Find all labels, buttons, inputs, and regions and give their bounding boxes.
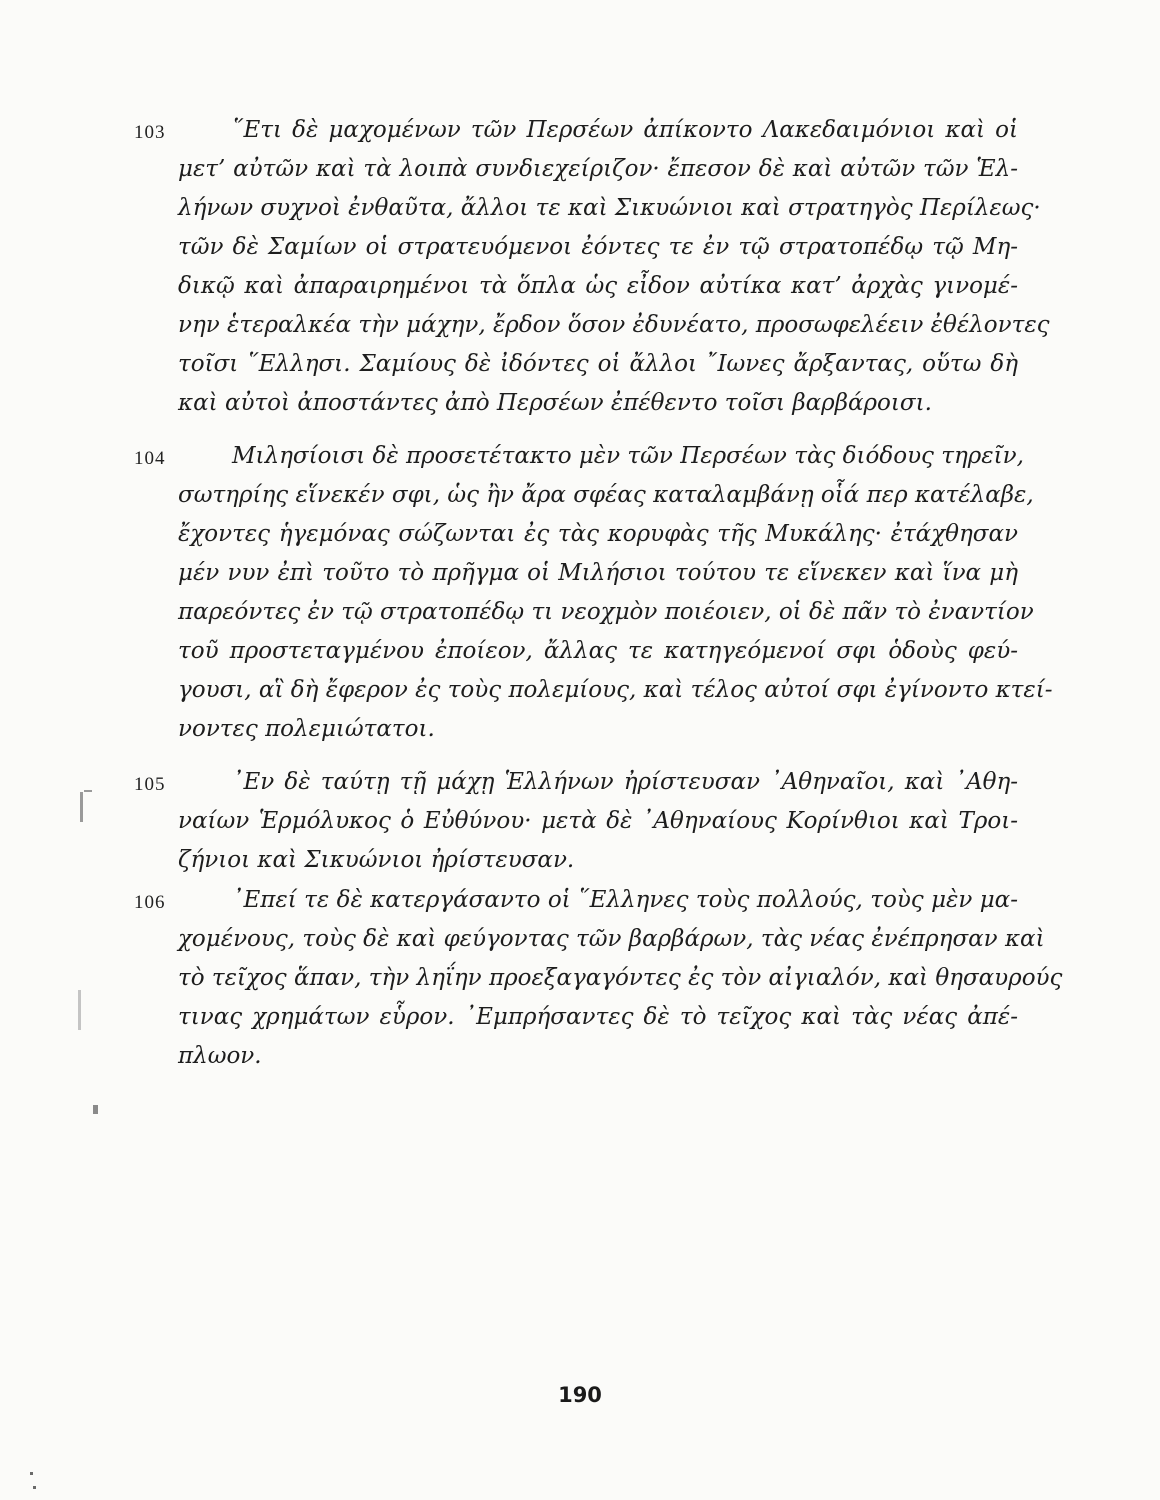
- scan-mark: [80, 792, 83, 822]
- text-line: τινας χρημάτων εὗρον. ᾿Εμπρήσαντες δὲ τὸ τεῖχος καὶ τὰς νέας ἀπέ-: [178, 1004, 1018, 1030]
- text-line: πλωον.: [178, 1043, 262, 1069]
- text-line: μετ’ αὐτῶν καὶ τὰ λοιπὰ συνδιεχείριζον· ἔπεσον δὲ καὶ αὐτῶν τῶν Ἑλ-: [178, 156, 1018, 182]
- section-number: 106: [134, 892, 166, 913]
- text-line: ᾿Επεί τε δὲ κατεργάσαντο οἱ ῞Ελληνες τοὺς πολλούς, τοὺς μὲν μα-: [232, 887, 1018, 913]
- scan-mark: [78, 990, 81, 1030]
- scan-mark: [84, 790, 92, 792]
- text-line: τῶν δὲ Σαμίων οἱ στρατευόμενοι ἐόντες τε ἐν τῷ στρατοπέδῳ τῷ Μη-: [178, 234, 1018, 260]
- page-number: 190: [558, 1383, 602, 1407]
- text-line: δικῷ καὶ ἀπαραιρημένοι τὰ ὅπλα ὡς εἶδον αὐτίκα κατ’ ἀρχὰς γινομέ-: [178, 273, 1018, 299]
- text-line: μέν νυν ἐπὶ τοῦτο τὸ πρῆγμα οἱ Μιλήσιοι τούτου τε εἵνεκεν καὶ ἵνα μὴ: [178, 560, 1018, 586]
- text-line: τοῦ προστεταγμένου ἐποίεον, ἄλλας τε κατηγεόμενοί σφι ὁδοὺς φεύ-: [178, 638, 1018, 664]
- text-line: λήνων συχνοὶ ἐνθαῦτα, ἄλλοι τε καὶ Σικυώνιοι καὶ στρατηγὸς Περίλεως·: [178, 195, 1041, 221]
- section-number: 103: [134, 122, 166, 143]
- text-line: σωτηρίης εἵνεκέν σφι, ὡς ἢν ἄρα σφέας καταλαμβάνῃ οἷά περ κατέλαβε,: [178, 482, 1034, 508]
- text-line: ζήνιοι καὶ Σικυώνιοι ἠρίστευσαν.: [178, 847, 575, 873]
- text-line: χομένους, τοὺς δὲ καὶ φεύγοντας τῶν βαρβάρων, τὰς νέας ἐνέπρησαν καὶ: [178, 926, 1045, 952]
- text-line: τοῖσι ῞Ελλησι. Σαμίους δὲ ἰδόντες οἱ ἄλλοι ῎Ιωνες ἄρξαντας, οὕτω δὴ: [178, 351, 1018, 377]
- scan-mark: [30, 1472, 33, 1475]
- text-line: ῞Ετι δὲ μαχομένων τῶν Περσέων ἀπίκοντο Λακεδαιμόνιοι καὶ οἱ: [232, 117, 1018, 143]
- text-line: ναίων Ἑρμόλυκος ὁ Εὐθύνου· μετὰ δὲ ᾿Αθηναίους Κορίνθιοι καὶ Τροι-: [178, 808, 1018, 834]
- section-number: 104: [134, 448, 166, 469]
- text-line: ᾿Εν δὲ ταύτῃ τῇ μάχῃ Ἑλλήνων ἠρίστευσαν ᾿Αθηναῖοι, καὶ ᾿Αθη-: [232, 769, 1018, 795]
- text-line: ἔχοντες ἡγεμόνας σώζωνται ἐς τὰς κορυφὰς τῆς Μυκάλης· ἐτάχθησαν: [178, 521, 1018, 547]
- text-line: νην ἑτεραλκέα τὴν μάχην, ἔρδον ὅσον ἐδυνέατο, προσωφελέειν ἐθέλοντες: [178, 312, 1050, 338]
- text-line: καὶ αὐτοὶ ἀποστάντες ἀπὸ Περσέων ἐπέθεντο τοῖσι βαρβάροισι.: [178, 390, 932, 416]
- scan-mark: [93, 1105, 98, 1114]
- text-line: γουσι, αἳ δὴ ἔφερον ἐς τοὺς πολεμίους, καὶ τέλος αὐτοί σφι ἐγίνοντο κτεί-: [178, 677, 1053, 703]
- section-number: 105: [134, 774, 166, 795]
- scan-mark: [33, 1486, 36, 1489]
- text-line: Μιλησίοισι δὲ προσετέτακτο μὲν τῶν Περσέων τὰς διόδους τηρεῖν,: [232, 443, 1024, 469]
- text-line: παρεόντες ἐν τῷ στρατοπέδῳ τι νεοχμὸν ποιέοιεν, οἱ δὲ πᾶν τὸ ἐναντίον: [178, 599, 1034, 625]
- text-line: τὸ τεῖχος ἅπαν, τὴν ληΐην προεξαγαγόντες ἐς τὸν αἰγιαλόν, καὶ θησαυρούς: [178, 965, 1063, 991]
- text-line: νοντες πολεμιώτατοι.: [178, 716, 435, 742]
